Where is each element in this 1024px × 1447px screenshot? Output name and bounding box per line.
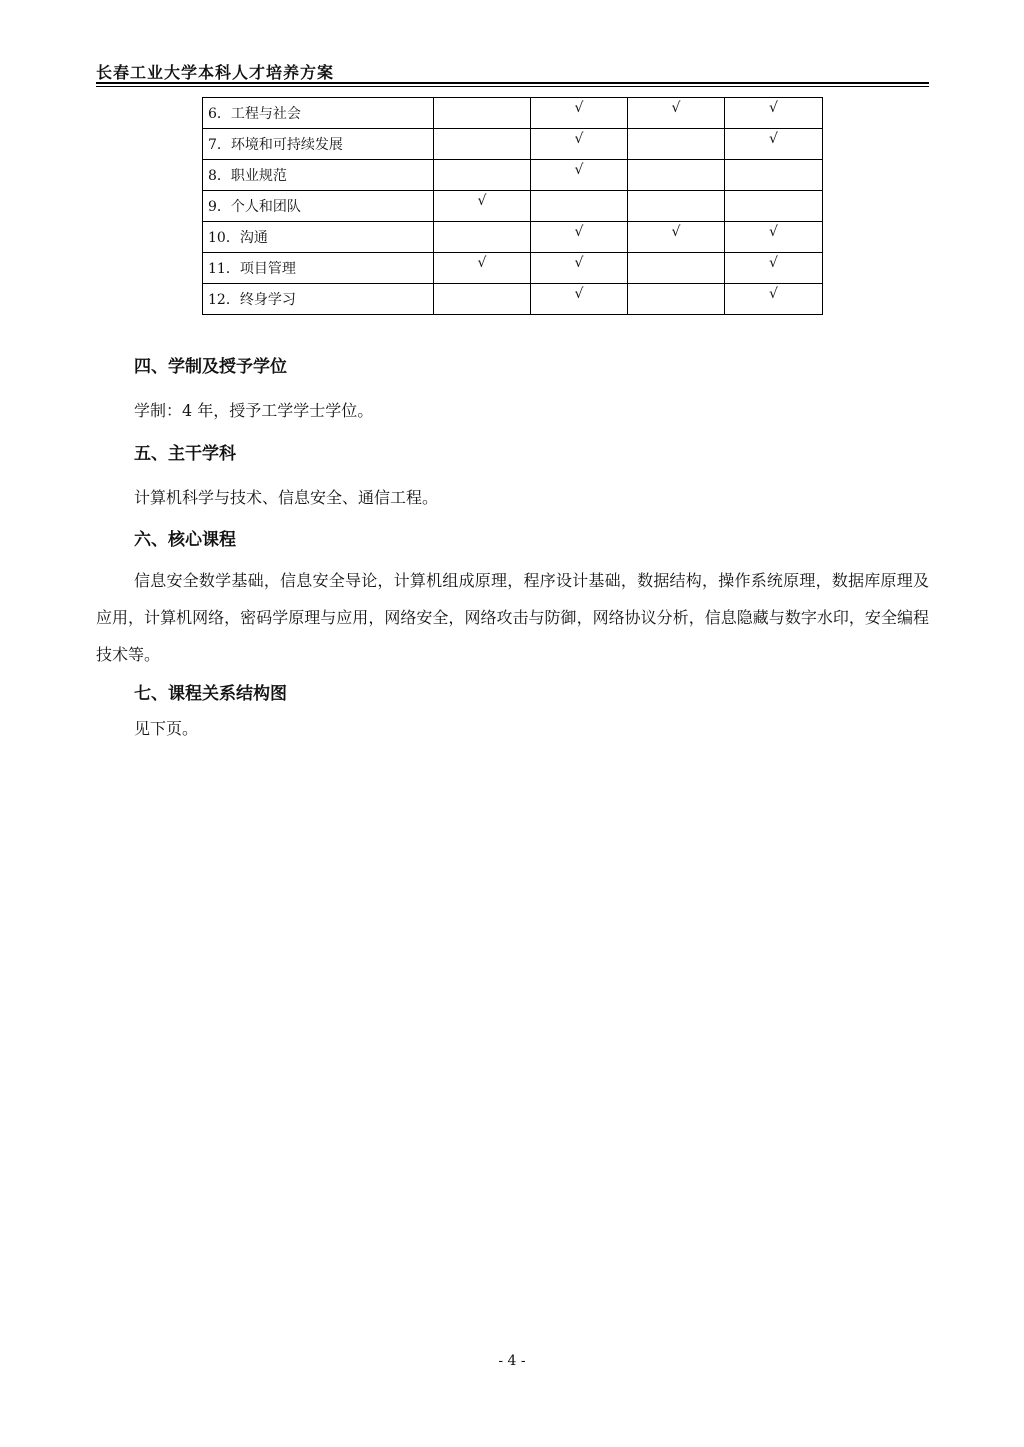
check-cell	[628, 191, 725, 222]
table-row	[203, 160, 823, 191]
requirement-label: 7．环境和可持续发展	[203, 129, 434, 160]
check-cell	[531, 222, 628, 253]
check-cell	[434, 98, 531, 129]
check-cell	[531, 98, 628, 129]
table-row	[203, 98, 823, 129]
disciplines-text: 计算机科学与技术、信息安全、通信工程。	[134, 488, 439, 507]
check-cell	[434, 191, 531, 222]
page-number: - 4 -	[498, 1353, 526, 1369]
course-structure-text: 见下页。	[134, 719, 199, 738]
table-row	[203, 129, 823, 160]
requirement-label: 6．工程与社会	[203, 98, 434, 129]
requirements-matrix-table	[202, 97, 823, 315]
check-cell	[725, 222, 823, 253]
check-cell	[628, 222, 725, 253]
check-cell	[628, 129, 725, 160]
check-mark: √	[574, 286, 584, 302]
check-cell	[725, 129, 823, 160]
check-mark: √	[769, 255, 778, 271]
check-cell	[434, 129, 531, 160]
check-mark: √	[574, 131, 584, 147]
requirement-label: 12．终身学习	[203, 284, 434, 315]
check-cell	[531, 284, 628, 315]
check-mark: √	[477, 255, 487, 271]
check-cell	[434, 222, 531, 253]
check-cell	[628, 160, 725, 191]
check-mark: √	[769, 131, 778, 147]
document-header: 长春工业大学本科人才培养方案	[96, 63, 335, 82]
requirement-label: 10．沟通	[203, 222, 434, 253]
check-mark: √	[574, 224, 584, 240]
check-cell	[531, 129, 628, 160]
table-row	[203, 253, 823, 284]
check-cell	[725, 191, 823, 222]
check-cell	[434, 160, 531, 191]
check-mark: √	[574, 162, 584, 178]
check-cell	[725, 253, 823, 284]
section-heading-degree: 四、学制及授予学位	[134, 357, 287, 377]
table-row	[203, 284, 823, 315]
header-rule-thin	[96, 86, 929, 87]
check-mark: √	[671, 224, 681, 240]
check-cell	[434, 284, 531, 315]
check-cell	[628, 284, 725, 315]
section-heading-core-courses: 六、核心课程	[134, 530, 236, 550]
section-heading-disciplines: 五、主干学科	[134, 444, 236, 464]
check-mark: √	[574, 100, 584, 116]
check-cell	[434, 253, 531, 284]
check-cell	[725, 160, 823, 191]
requirement-label: 8．职业规范	[203, 160, 434, 191]
check-cell	[531, 253, 628, 284]
check-cell	[628, 253, 725, 284]
check-mark: √	[769, 100, 778, 116]
matrix-body	[203, 98, 823, 315]
check-mark: √	[769, 224, 778, 240]
table-row	[203, 191, 823, 222]
table-row	[203, 222, 823, 253]
check-cell	[628, 98, 725, 129]
check-cell	[725, 284, 823, 315]
requirement-label: 9．个人和团队	[203, 191, 434, 222]
requirement-label: 11．项目管理	[203, 253, 434, 284]
section-heading-course-structure: 七、课程关系结构图	[134, 684, 287, 704]
check-mark: √	[671, 100, 681, 116]
check-cell	[531, 191, 628, 222]
header-rule-thick	[96, 82, 929, 84]
check-cell	[531, 160, 628, 191]
degree-text: 学制：4 年，授予工学学士学位。	[134, 401, 374, 420]
core-courses-text: 信息安全数学基础，信息安全导论，计算机组成原理，程序设计基础，数据结构，操作系统原理，数据库原理及应用，计算机网络，密码学原理与应用，网络安全，网络攻击与防御，网络协议分析，信息隐藏与数字水印，安全编程技术等。	[96, 571, 929, 664]
check-mark: √	[769, 286, 778, 302]
check-mark: √	[574, 255, 584, 271]
check-cell	[725, 98, 823, 129]
check-mark: √	[477, 193, 487, 209]
